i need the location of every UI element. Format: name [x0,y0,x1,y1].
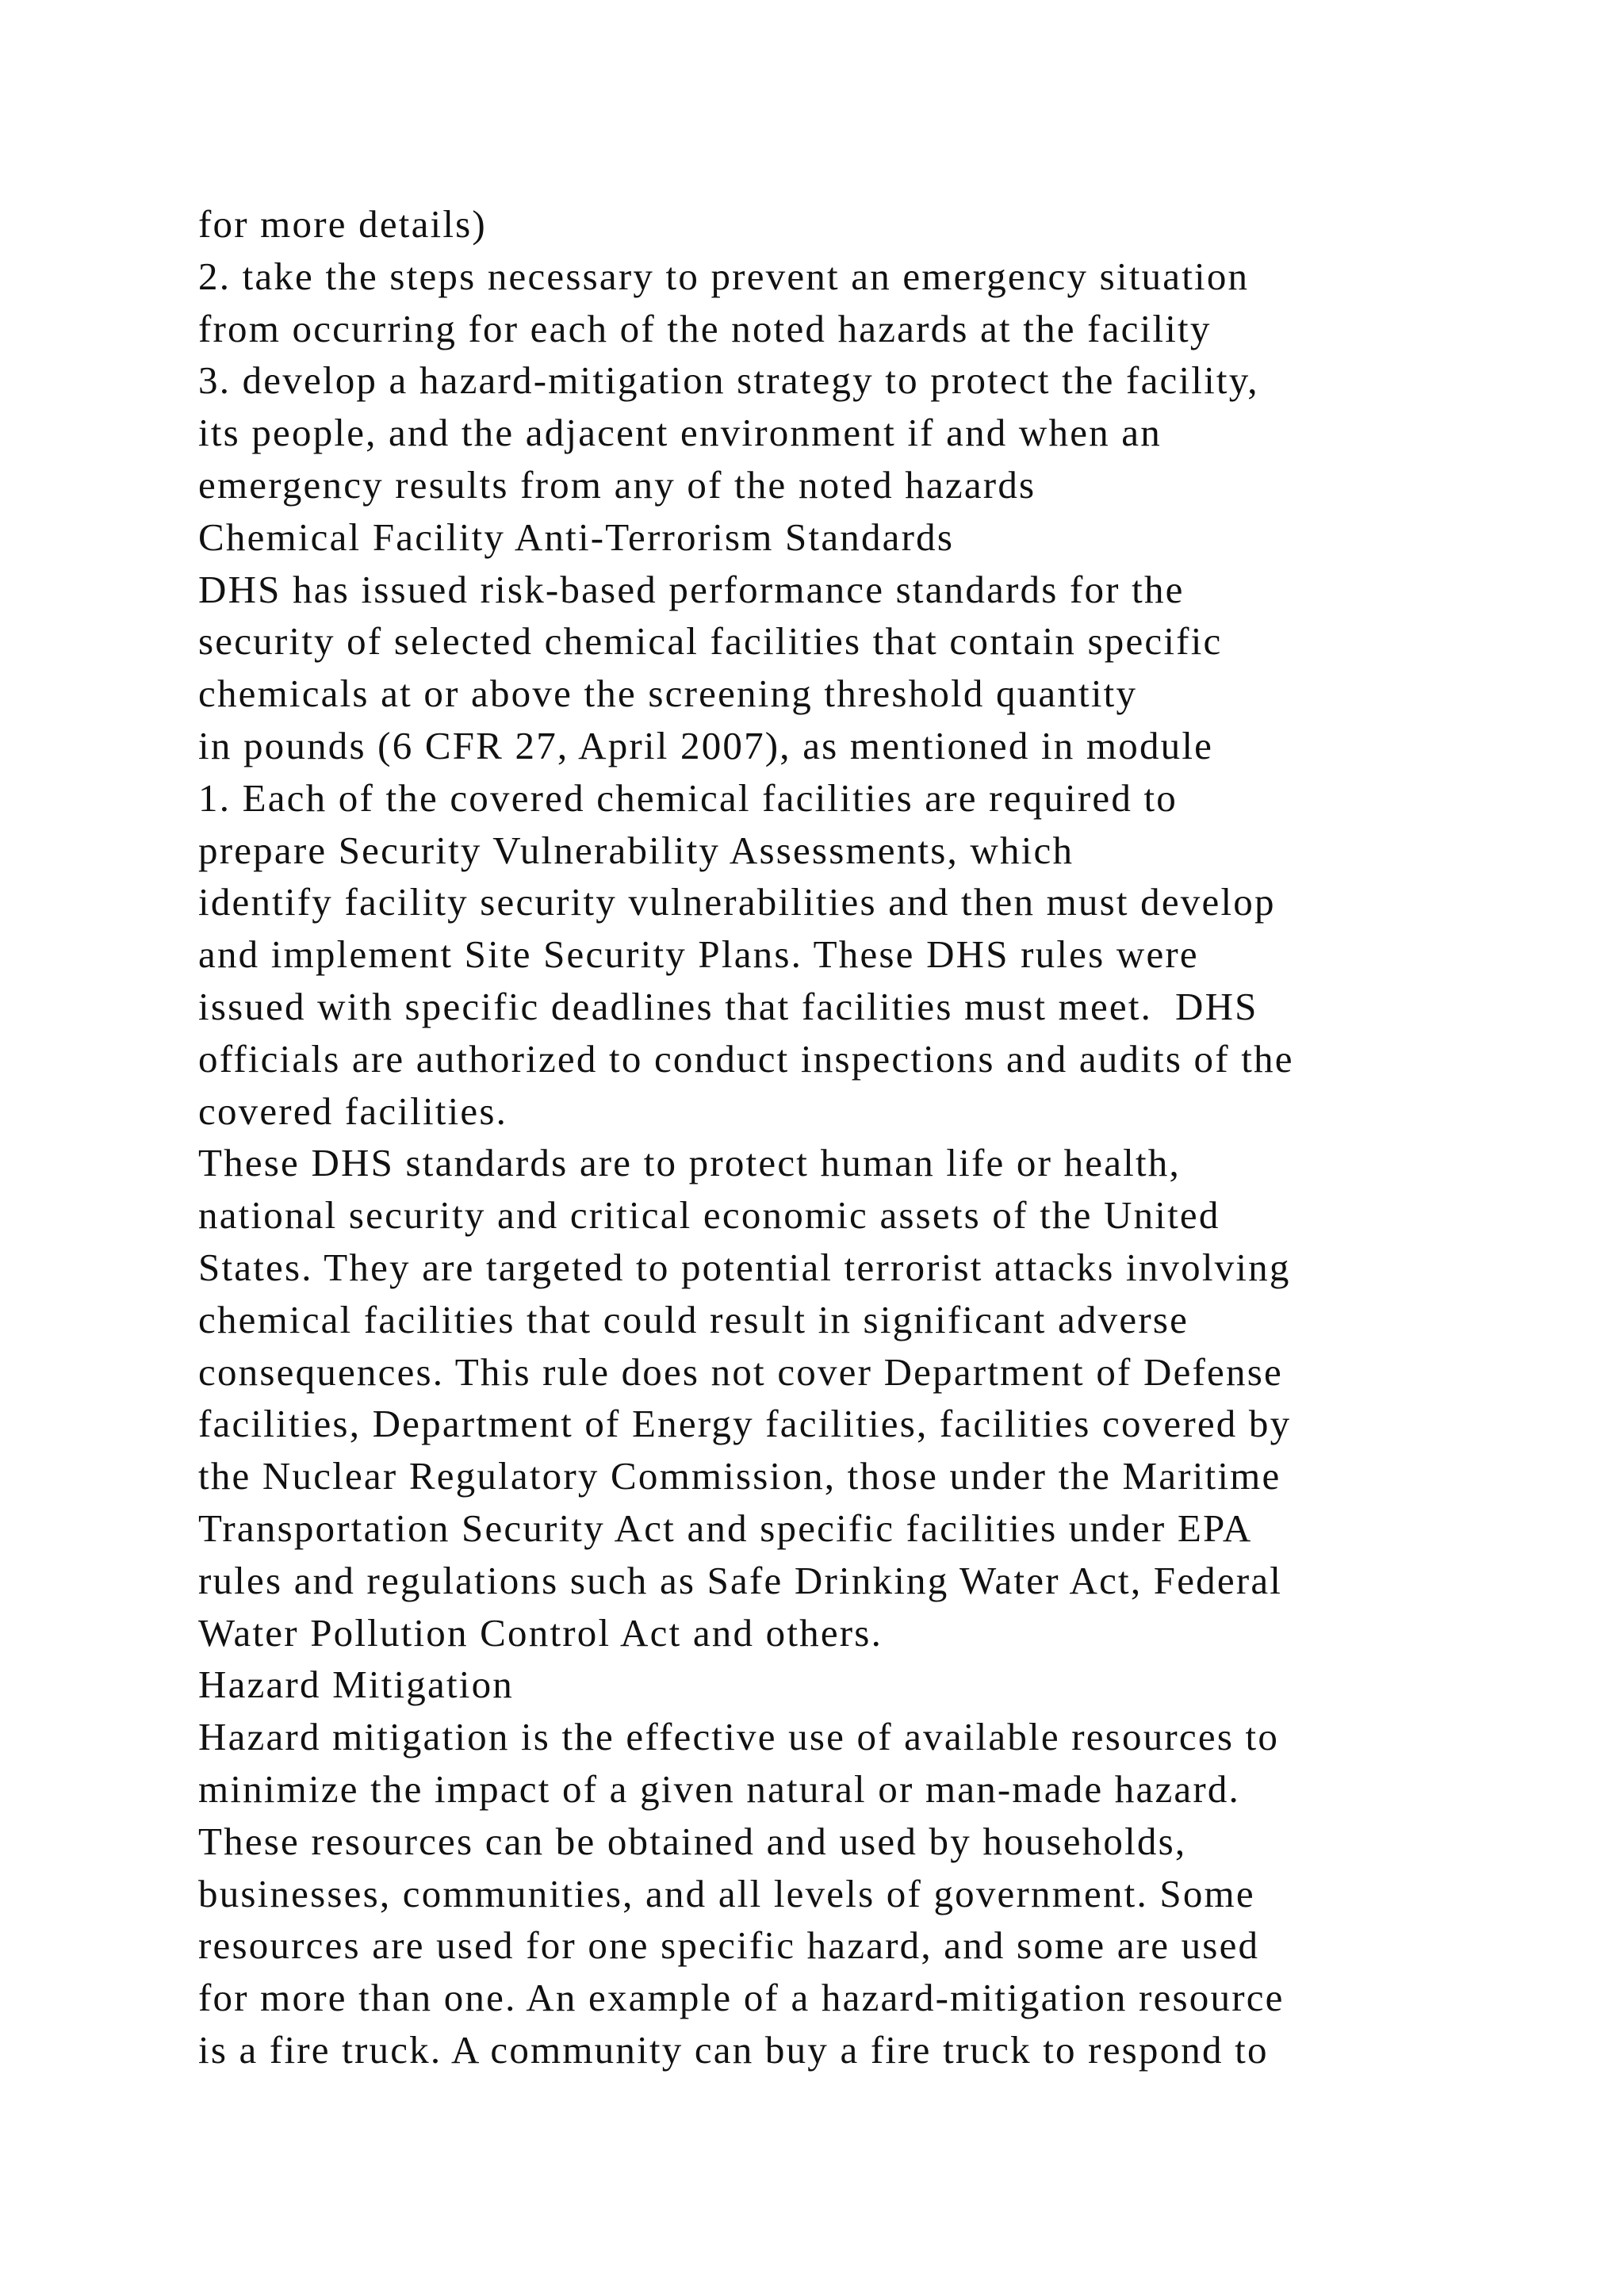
text-line: covered facilities. [198,1089,508,1133]
text-line: States. They are targeted to potential terrorist attacks involving [198,1245,1291,1289]
text-line: chemical facilities that could result in significant adverse [198,1297,1189,1341]
section-heading: Hazard Mitigation [198,1663,514,1707]
text-line: DHS has issued risk-based performance standards for the [198,567,1185,611]
text-line: and implement Site Security Plans. These DHS rules were [198,932,1199,977]
text-line: chemicals at or above the screening threshold quantity [198,672,1138,716]
text-line: in pounds (6 CFR 27, April 2007), as mentioned in module [198,723,1214,767]
text-line: minimize the impact of a given natural or man-made hazard. [198,1766,1241,1811]
text-line: for more details) [198,202,487,246]
text-line: Transportation Security Act and specific facilities under EPA [198,1506,1253,1550]
text-line: 1. Each of the covered chemical facilities are required to [198,775,1178,820]
text-line: 2. take the steps necessary to prevent an emergency situation [198,254,1250,298]
text-line: national security and critical economic assets of the United [198,1193,1220,1238]
text-line: issued with specific deadlines that facilities must meet. DHS [198,984,1258,1028]
text-line: officials are authorized to conduct inspections and audits of the [198,1036,1294,1081]
text-line: 3. develop a hazard-mitigation strategy to protect the facility, [198,358,1259,403]
text-line: security of selected chemical facilities that contain specific [198,619,1223,664]
text-line: resources are used for one specific hazard, and some are used [198,1923,1260,1968]
text-line: These DHS standards are to protect human life or health, [198,1141,1181,1185]
document-body [198,198,1546,2076]
text-line: rules and regulations such as Safe Drinking Water Act, Federal [198,1558,1283,1602]
section-heading: Chemical Facility Anti-Terrorism Standards [198,515,955,559]
text-line: These resources can be obtained and used by households, [198,1819,1187,1863]
text-line: facilities, Department of Energy facilities, facilities covered by [198,1402,1292,1446]
text-line: from occurring for each of the noted hazards at the facility [198,306,1212,350]
text-line: Water Pollution Control Act and others. [198,1610,883,1655]
text-line: emergency results from any of the noted hazards [198,462,1036,507]
text-line: prepare Security Vulnerability Assessments, which [198,828,1074,872]
text-line: Hazard mitigation is the effective use of available resources to [198,1715,1280,1759]
text-line: the Nuclear Regulatory Commission, those under the Maritime [198,1454,1281,1498]
text-line: for more than one. An example of a hazard-mitigation resource [198,1976,1285,2020]
text-line: is a fire truck. A community can buy a fire truck to respond to [198,2027,1269,2072]
text-line: identify facility security vulnerabilities and then must develop [198,880,1276,924]
text-line: consequences. This rule does not cover Department of Defense [198,1349,1283,1394]
text-line: businesses, communities, and all levels of government. Some [198,1871,1255,1915]
text-line: its people, and the adjacent environment if and when an [198,411,1162,455]
